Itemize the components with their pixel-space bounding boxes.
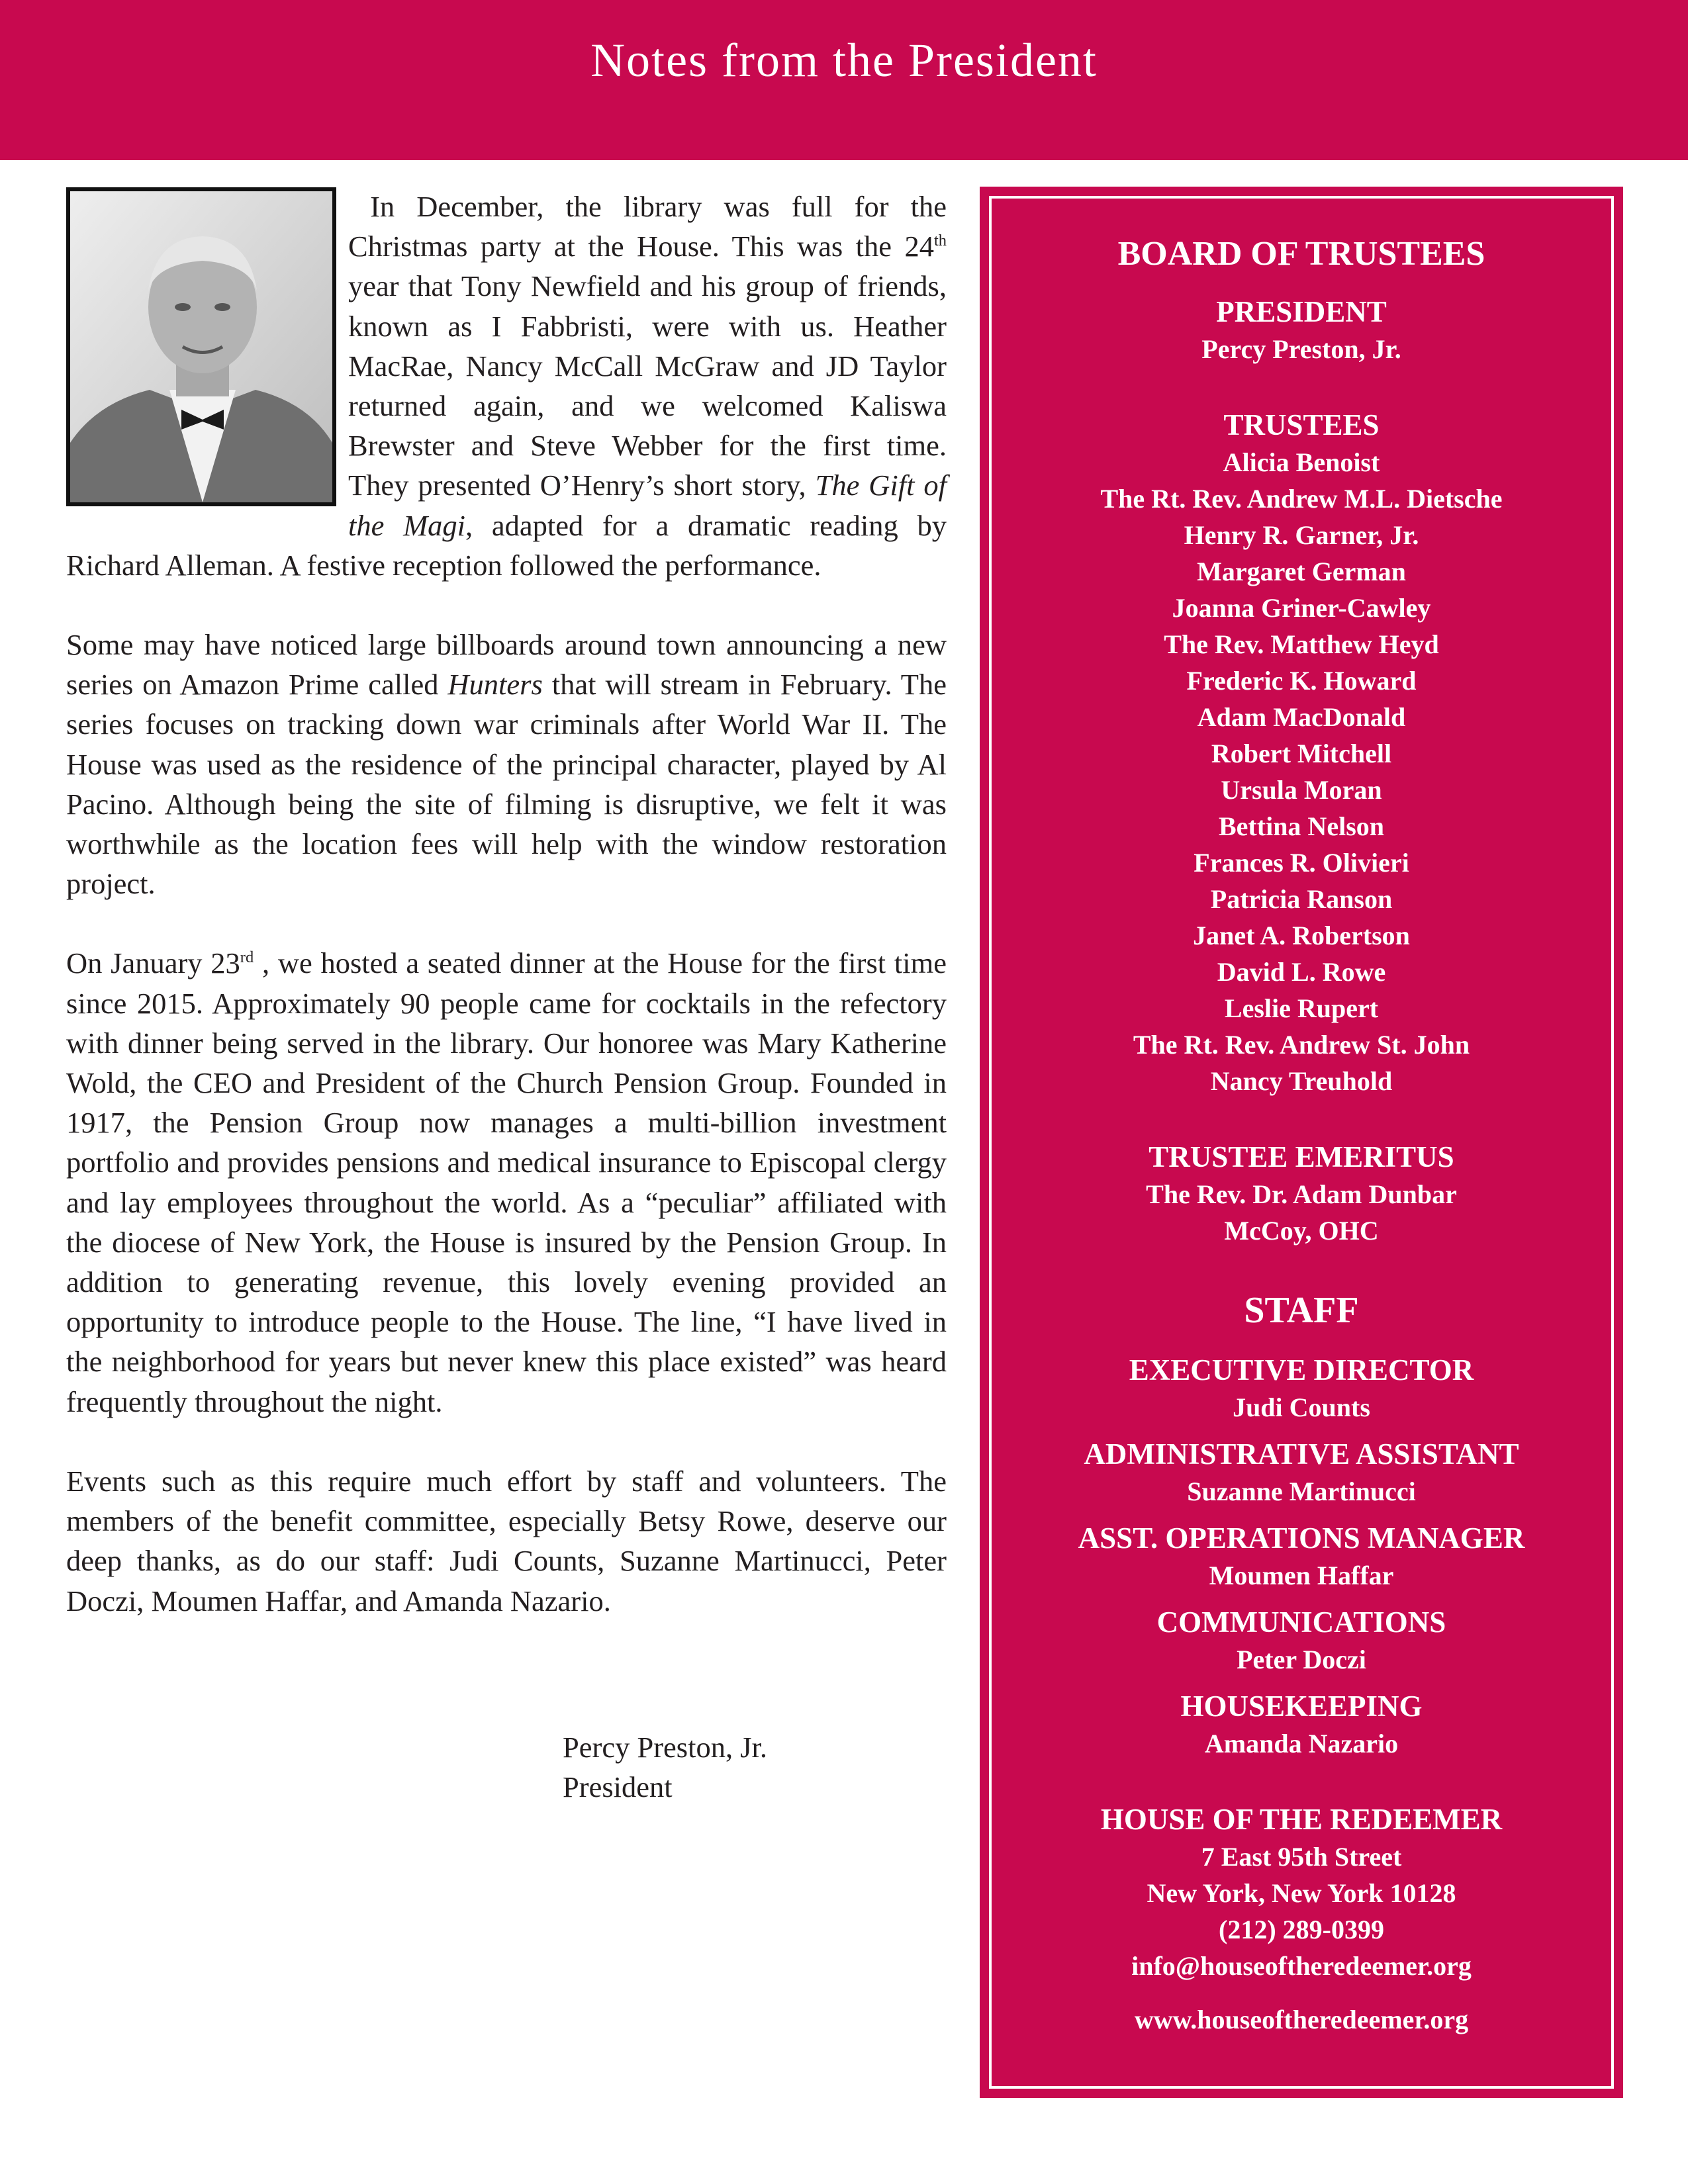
p1-text-c: , adapted for a dramatic reading by Richard Alleman. A festive reception followed the performance. (66, 508, 947, 582)
address-line1: 7 East 95th Street (1201, 1842, 1402, 1872)
trustee-name: Margaret German (1197, 557, 1406, 586)
trustee-name: Janet A. Robertson (1193, 921, 1410, 950)
trustee-name: Adam MacDonald (1197, 702, 1406, 732)
staff-role: ADMINISTRATIVE ASSISTANT (1084, 1437, 1519, 1471)
trustee-name: David L. Rowe (1217, 957, 1386, 987)
trustee-name: Alicia Benoist (1223, 447, 1380, 477)
trustee-name: Nancy Treuhold (1210, 1066, 1393, 1096)
emeritus-label: TRUSTEE EMERITUS (1149, 1140, 1454, 1173)
staff-name: Amanda Nazario (1204, 1729, 1399, 1758)
header-banner (0, 0, 1688, 160)
trustee-name: Leslie Rupert (1224, 993, 1379, 1023)
p1-superscript: th (933, 232, 947, 250)
staff-role: ASST. OPERATIONS MANAGER (1078, 1522, 1525, 1555)
staff-name: Peter Doczi (1237, 1645, 1366, 1674)
p2-series-title: Hunters (447, 668, 543, 702)
letter-paragraph-2 (66, 625, 947, 903)
p3-text-a: On January 23 (66, 946, 240, 980)
president-letter (66, 187, 947, 1661)
trustee-name: Robert Mitchell (1211, 739, 1392, 768)
president-name: Percy Preston, Jr. (1201, 334, 1401, 364)
signoff-title: President (563, 1770, 673, 1803)
trustee-name: Frederic K. Howard (1186, 666, 1417, 696)
staff-list (992, 1351, 1611, 1762)
p1-text-b: year that Tony Newfield and his group of friends, known as I Fabbristi, were with us. Heather MacRae, Nancy McCall McGraw and JD Taylor returned again, and we welcomed Kaliswa Brewster and Steve Webber for the first time. They presented O’Henry’s short story, (348, 269, 947, 502)
website-link[interactable]: www.houseoftheredeemer.org (1134, 2005, 1469, 2034)
staff-name: Moumen Haffar (1209, 1561, 1394, 1590)
trustees-label: TRUSTEES (1223, 408, 1380, 441)
address-line2: New York, New York 10128 (1147, 1878, 1456, 1908)
board-panel-inner (989, 196, 1614, 2089)
staff-name: Suzanne Martinucci (1187, 1477, 1416, 1506)
emeritus-name-line2: McCoy, OHC (1224, 1216, 1379, 1246)
staff-name: Judi Counts (1233, 1392, 1370, 1422)
letter-paragraph-3 (66, 943, 947, 1421)
trustee-name: The Rt. Rev. Andrew M.L. Dietsche (1100, 484, 1503, 514)
p2-text-a: Some may have noticed large billboards around town announcing a new series on Amazon Prime called (66, 628, 947, 702)
photo-spacer (66, 185, 348, 513)
email-link[interactable]: info@houseoftheredeemer.org (1131, 1951, 1472, 1981)
trustees-list (992, 444, 1611, 1099)
p2-text-b: that will stream in February. The series focuses on tracking down war criminals after World War II. The House was used as the residence of the principal character, played by Al Pacino. Although being the site of filming is disruptive, we felt it was worthwhile as the location fees will help with the window restoration project. (66, 668, 947, 901)
p1-story-title: The Gift of the Magi (348, 469, 947, 542)
president-label: PRESIDENT (1216, 295, 1387, 328)
signoff-name: Percy Preston, Jr. (563, 1731, 768, 1764)
trustee-name: The Rt. Rev. Andrew St. John (1133, 1030, 1470, 1060)
trustee-name: Ursula Moran (1221, 775, 1382, 805)
trustee-name: Frances R. Olivieri (1194, 848, 1409, 878)
board-heading: BOARD OF TRUSTEES (1117, 235, 1485, 273)
trustee-name: Joanna Griner-Cawley (1172, 593, 1431, 623)
p3-superscript: rd (240, 948, 254, 967)
staff-role: COMMUNICATIONS (1156, 1606, 1446, 1639)
signoff (563, 1727, 767, 1807)
trustee-name: Bettina Nelson (1219, 811, 1384, 841)
p3-text-b: , we hosted a seated dinner at the House for the first time since 2015. Approximately 90 people came for cocktails in the refectory with dinner being served in the library. Our honoree was Mary Katherine Wold, the CEO and President of the Church Pension Group. Founded in 1917, the Pension Group now manages a multi-billion investment portfolio and provides pensions and medical insurance to Episcopal clergy and lay employees throughout the world. As a “peculiar” affiliated with the diocese of New York, the House is insured by the Pension Group. In addition to generating revenue, this lovely evening provided an opportunity to introduce people to the House. The line, “I have lived in the neighborhood for years but never knew this place existed” was heard frequently throughout the night. (66, 946, 947, 1418)
staff-role: HOUSEKEEPING (1180, 1690, 1423, 1723)
staff-heading: STAFF (1244, 1290, 1359, 1331)
phone-number: (212) 289-0399 (1219, 1915, 1384, 1944)
emeritus-name-line1: The Rev. Dr. Adam Dunbar (1146, 1179, 1457, 1209)
trustee-name: Henry R. Garner, Jr. (1184, 520, 1419, 550)
page-title: Notes from the President (590, 33, 1098, 87)
org-name: HOUSE OF THE REDEEMER (1100, 1803, 1503, 1836)
p1-text-a: In December, the library was full for the Christmas party at the House. This was the 24 (348, 190, 947, 263)
trustee-name: The Rev. Matthew Heyd (1164, 629, 1439, 659)
staff-role: EXECUTIVE DIRECTOR (1129, 1353, 1474, 1387)
trustee-name: Patricia Ranson (1210, 884, 1393, 914)
letter-paragraph-4: Events such as this require much effort by staff and volunteers. The members of the benefit committee, especially Betsy Rowe, deserve our deep thanks, as do our staff: Judi Counts, Suzanne Martinucci, Peter Doczi, Moumen Haffar, and Amanda Nazario. (66, 1464, 947, 1617)
board-panel (980, 187, 1623, 2098)
